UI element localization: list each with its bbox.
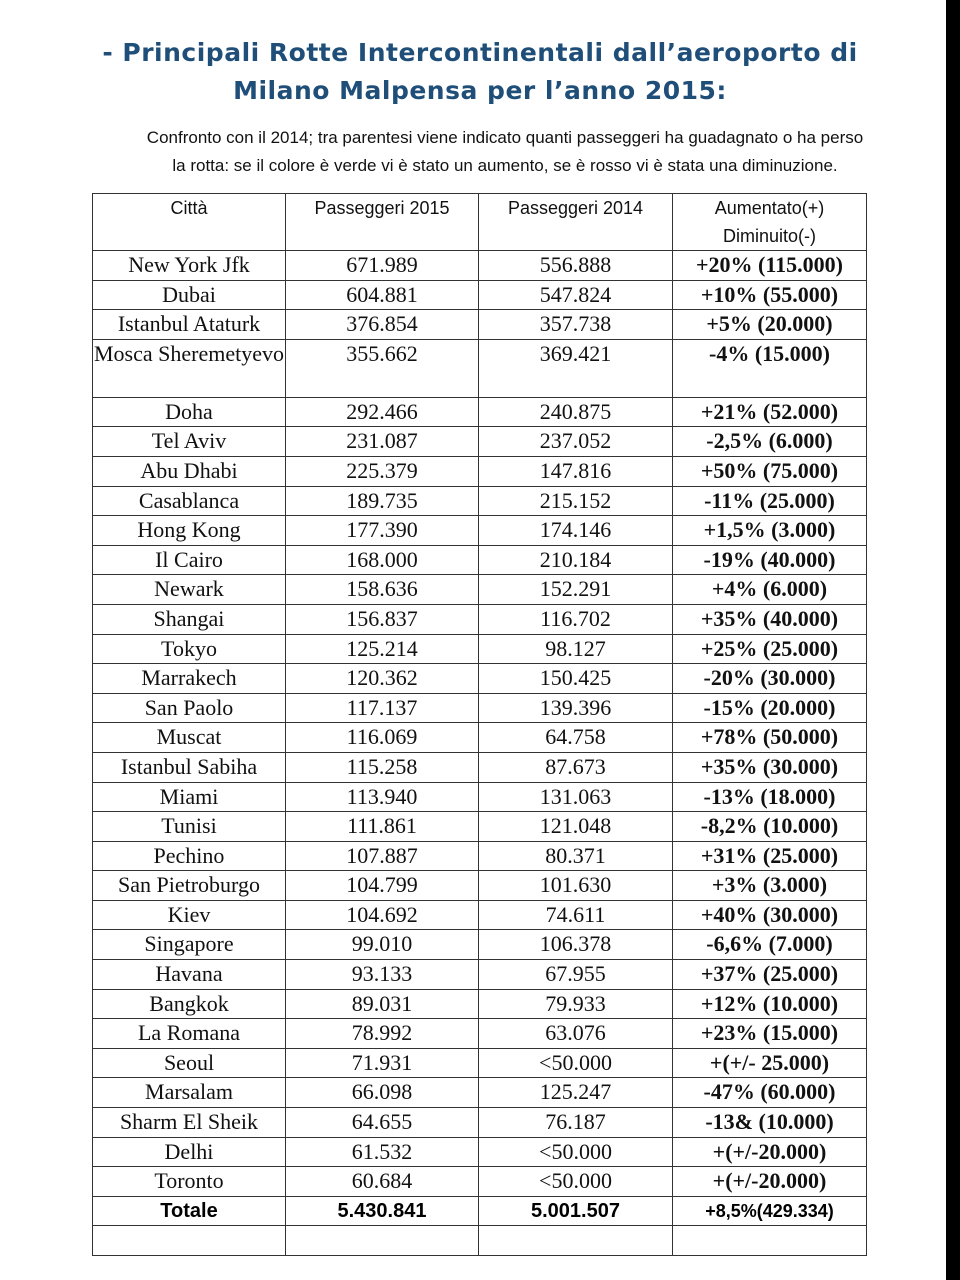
table-row: [93, 545, 867, 575]
cell-change: +(+/-20.000): [673, 1137, 867, 1167]
table-row: [93, 251, 867, 281]
cell-change: +12% (10.000): [673, 989, 867, 1019]
table-row: [93, 427, 867, 457]
cell-city: Tunisi: [93, 812, 286, 842]
cell-passengers-2015: 64.655: [286, 1108, 479, 1138]
cell-change: +(+/-20.000): [673, 1167, 867, 1197]
cell-passengers-2015: 71.931: [286, 1048, 479, 1078]
cell-passengers-2015: 117.137: [286, 693, 479, 723]
cell-passengers-2015: 231.087: [286, 427, 479, 457]
cell-passengers-2014: 139.396: [479, 693, 673, 723]
cell-city: Tokyo: [93, 634, 286, 664]
cell-city: Shangai: [93, 604, 286, 634]
table-row: [93, 693, 867, 723]
title-line-2: Milano Malpensa per l’anno 2015:: [233, 76, 727, 105]
header-passengers-2015: Passeggeri 2015: [286, 194, 479, 251]
cell-change: +1,5% (3.000): [673, 516, 867, 546]
cell-city: Marsalam: [93, 1078, 286, 1108]
cell-change: +3% (3.000): [673, 871, 867, 901]
table-row: [93, 456, 867, 486]
cell-passengers-2015: 158.636: [286, 575, 479, 605]
note-line-2: la rotta: se il colore è verde vi è stato un aumento, se è rosso vi è stata una diminuzione.: [172, 156, 838, 175]
cell-passengers-2014: 121.048: [479, 812, 673, 842]
table-row: [93, 900, 867, 930]
header-city: Città: [93, 194, 286, 251]
table-row: [93, 516, 867, 546]
cell-change: -8,2% (10.000): [673, 812, 867, 842]
cell-passengers-2015: 104.692: [286, 900, 479, 930]
table-row: [93, 634, 867, 664]
cell-passengers-2014: 101.630: [479, 871, 673, 901]
cell-city: La Romana: [93, 1019, 286, 1049]
cell-passengers-2014: 147.816: [479, 456, 673, 486]
cell-passengers-2015: 107.887: [286, 841, 479, 871]
cell-passengers-2014: 240.875: [479, 397, 673, 427]
cell-passengers-2015: 225.379: [286, 456, 479, 486]
table-row: [93, 841, 867, 871]
cell-passengers-2015: 120.362: [286, 664, 479, 694]
table-row: [93, 960, 867, 990]
cell-passengers-2015: 60.684: [286, 1167, 479, 1197]
table-header-row: [93, 194, 867, 251]
cell-passengers-2014: 131.063: [479, 782, 673, 812]
cell-change: +10% (55.000): [673, 280, 867, 310]
cell-city: San Paolo: [93, 693, 286, 723]
cell-city: Seoul: [93, 1048, 286, 1078]
cell-passengers-2015: 604.881: [286, 280, 479, 310]
cell-passengers-2014: 152.291: [479, 575, 673, 605]
cell-city: Miami: [93, 782, 286, 812]
cell-passengers-2014: 237.052: [479, 427, 673, 457]
table-row: [93, 1019, 867, 1049]
table-row: [93, 664, 867, 694]
total-passengers-2015: 5.430.841: [286, 1196, 479, 1226]
cell-city: Pechino: [93, 841, 286, 871]
empty-cell: [286, 1226, 479, 1256]
cell-passengers-2014: <50.000: [479, 1137, 673, 1167]
cell-passengers-2015: 104.799: [286, 871, 479, 901]
table-row: [93, 723, 867, 753]
cell-passengers-2015: 89.031: [286, 989, 479, 1019]
cell-passengers-2015: 99.010: [286, 930, 479, 960]
table-row: [93, 397, 867, 427]
cell-passengers-2014: 547.824: [479, 280, 673, 310]
table-row: [93, 1048, 867, 1078]
cell-city: Havana: [93, 960, 286, 990]
cell-change: +35% (30.000): [673, 752, 867, 782]
cell-city: San Pietroburgo: [93, 871, 286, 901]
cell-passengers-2014: 80.371: [479, 841, 673, 871]
cell-passengers-2014: 79.933: [479, 989, 673, 1019]
cell-city: Bangkok: [93, 989, 286, 1019]
cell-city: Mosca Sheremetyevo: [93, 339, 286, 397]
cell-passengers-2015: 177.390: [286, 516, 479, 546]
cell-change: -20% (30.000): [673, 664, 867, 694]
cell-passengers-2014: 106.378: [479, 930, 673, 960]
table-row: [93, 486, 867, 516]
empty-cell: [479, 1226, 673, 1256]
total-passengers-2014: 5.001.507: [479, 1196, 673, 1226]
cell-passengers-2015: 78.992: [286, 1019, 479, 1049]
cell-passengers-2015: 125.214: [286, 634, 479, 664]
cell-passengers-2015: 93.133: [286, 960, 479, 990]
cell-change: +31% (25.000): [673, 841, 867, 871]
cell-passengers-2014: 64.758: [479, 723, 673, 753]
cell-passengers-2014: 150.425: [479, 664, 673, 694]
cell-change: -47% (60.000): [673, 1078, 867, 1108]
empty-cell: [673, 1226, 867, 1256]
title-line-1: - Principali Rotte Intercontinentali dall’aeroporto di: [102, 38, 858, 67]
note-line-1: Confronto con il 2014; tra parentesi viene indicato quanti passeggeri ha guadagnato o ha perso: [146, 128, 864, 147]
cell-passengers-2014: 98.127: [479, 634, 673, 664]
cell-passengers-2014: 215.152: [479, 486, 673, 516]
cell-change: +35% (40.000): [673, 604, 867, 634]
cell-change: +(+/- 25.000): [673, 1048, 867, 1078]
cell-passengers-2015: 376.854: [286, 310, 479, 340]
total-row: [93, 1196, 867, 1226]
cell-change: +23% (15.000): [673, 1019, 867, 1049]
cell-city: Hong Kong: [93, 516, 286, 546]
cell-city: Il Cairo: [93, 545, 286, 575]
intro-note: [0, 124, 960, 180]
routes-table: [92, 193, 867, 1256]
cell-change: +25% (25.000): [673, 634, 867, 664]
table-row: [93, 339, 867, 397]
table-row: [93, 752, 867, 782]
cell-city: Doha: [93, 397, 286, 427]
cell-change: +78% (50.000): [673, 723, 867, 753]
cell-change: -15% (20.000): [673, 693, 867, 723]
cell-passengers-2014: 87.673: [479, 752, 673, 782]
cell-city: Toronto: [93, 1167, 286, 1197]
cell-change: -2,5% (6.000): [673, 427, 867, 457]
cell-change: +37% (25.000): [673, 960, 867, 990]
page-title: [0, 34, 960, 110]
header-passengers-2014: Passeggeri 2014: [479, 194, 673, 251]
cell-city: Istanbul Sabiha: [93, 752, 286, 782]
table-row: [93, 871, 867, 901]
cell-city: Singapore: [93, 930, 286, 960]
cell-city: Sharm El Sheik: [93, 1108, 286, 1138]
cell-city: New York Jfk: [93, 251, 286, 281]
cell-city: Marrakech: [93, 664, 286, 694]
cell-city: Kiev: [93, 900, 286, 930]
cell-city: Muscat: [93, 723, 286, 753]
cell-change: -13& (10.000): [673, 1108, 867, 1138]
table-row: [93, 989, 867, 1019]
cell-passengers-2015: 111.861: [286, 812, 479, 842]
cell-passengers-2015: 671.989: [286, 251, 479, 281]
table-row: [93, 1137, 867, 1167]
table-row: [93, 1108, 867, 1138]
cell-change: +4% (6.000): [673, 575, 867, 605]
table-row: [93, 1167, 867, 1197]
cell-passengers-2014: 174.146: [479, 516, 673, 546]
table-row: [93, 782, 867, 812]
table-row: [93, 310, 867, 340]
cell-change: -13% (18.000): [673, 782, 867, 812]
cell-city: Newark: [93, 575, 286, 605]
cell-change: -11% (25.000): [673, 486, 867, 516]
total-label: Totale: [93, 1196, 286, 1226]
cell-passengers-2014: 125.247: [479, 1078, 673, 1108]
cell-change: +40% (30.000): [673, 900, 867, 930]
cell-passengers-2014: 116.702: [479, 604, 673, 634]
header-change: Aumentato(+) Diminuito(-): [673, 194, 867, 251]
cell-passengers-2015: 189.735: [286, 486, 479, 516]
cell-passengers-2015: 292.466: [286, 397, 479, 427]
cell-city: Casablanca: [93, 486, 286, 516]
cell-change: -19% (40.000): [673, 545, 867, 575]
cell-passengers-2015: 113.940: [286, 782, 479, 812]
cell-passengers-2015: 156.837: [286, 604, 479, 634]
cell-city: Istanbul Ataturk: [93, 310, 286, 340]
cell-passengers-2014: 369.421: [479, 339, 673, 397]
cell-passengers-2015: 61.532: [286, 1137, 479, 1167]
cell-passengers-2014: 556.888: [479, 251, 673, 281]
table-row: [93, 1078, 867, 1108]
cell-passengers-2014: 63.076: [479, 1019, 673, 1049]
cell-change: -4% (15.000): [673, 339, 867, 397]
cell-passengers-2014: 210.184: [479, 545, 673, 575]
cell-passengers-2015: 66.098: [286, 1078, 479, 1108]
table-row: [93, 930, 867, 960]
cell-passengers-2014: 357.738: [479, 310, 673, 340]
table-row: [93, 280, 867, 310]
cell-change: -6,6% (7.000): [673, 930, 867, 960]
cell-city: Abu Dhabi: [93, 456, 286, 486]
table-row: [93, 604, 867, 634]
empty-row: [93, 1226, 867, 1256]
cell-change: +21% (52.000): [673, 397, 867, 427]
table-row: [93, 575, 867, 605]
cell-change: +20% (115.000): [673, 251, 867, 281]
cell-passengers-2014: 74.611: [479, 900, 673, 930]
total-change: +8,5%(429.334): [673, 1196, 867, 1226]
cell-passengers-2014: <50.000: [479, 1048, 673, 1078]
cell-passengers-2015: 355.662: [286, 339, 479, 397]
cell-city: Tel Aviv: [93, 427, 286, 457]
cell-passengers-2015: 168.000: [286, 545, 479, 575]
table-row: [93, 812, 867, 842]
cell-city: Dubai: [93, 280, 286, 310]
cell-passengers-2014: 76.187: [479, 1108, 673, 1138]
cell-passengers-2014: 67.955: [479, 960, 673, 990]
cell-city: Delhi: [93, 1137, 286, 1167]
cell-passengers-2015: 115.258: [286, 752, 479, 782]
cell-change: +50% (75.000): [673, 456, 867, 486]
cell-passengers-2014: <50.000: [479, 1167, 673, 1197]
cell-passengers-2015: 116.069: [286, 723, 479, 753]
empty-cell: [93, 1226, 286, 1256]
cell-change: +5% (20.000): [673, 310, 867, 340]
